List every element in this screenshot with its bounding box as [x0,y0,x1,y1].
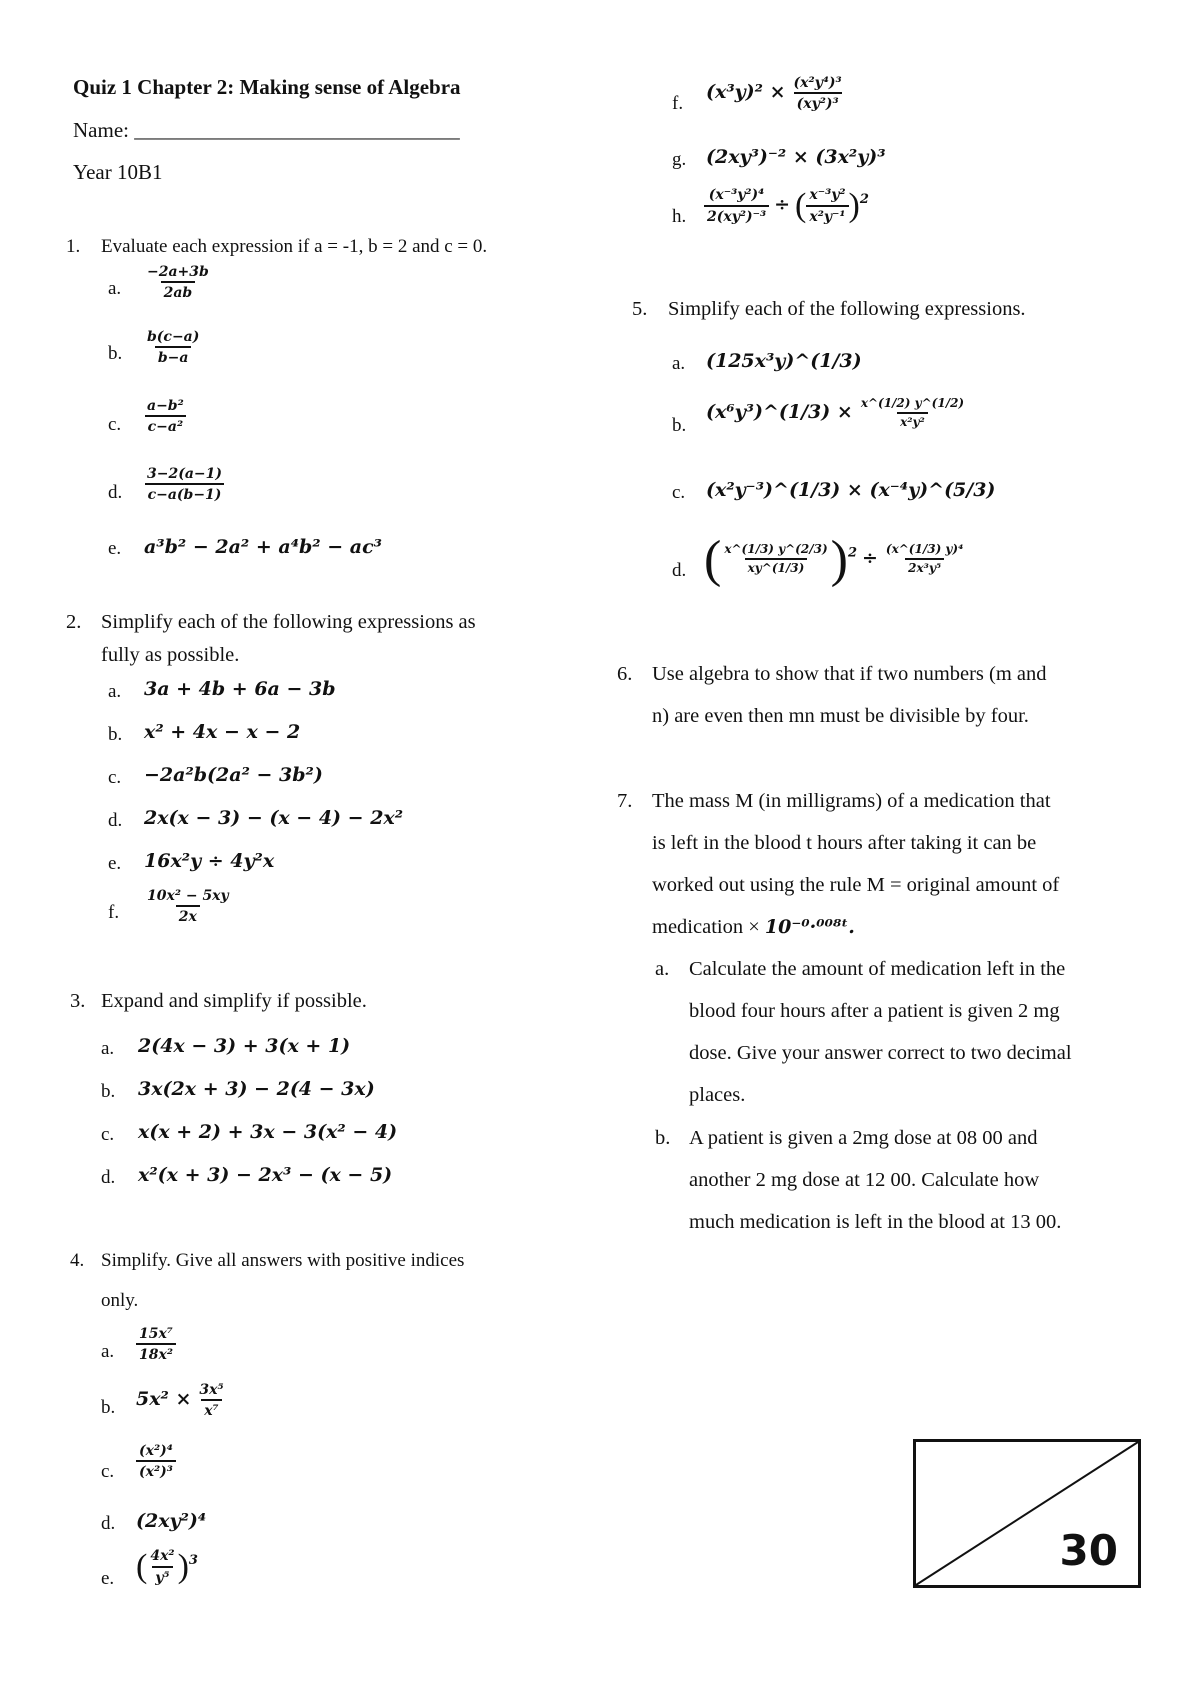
item-label: a. [101,1341,115,1362]
item-label: a. [108,681,122,702]
q1e-expression: a³b² − 2a² + a⁴b² − ac³ [144,536,382,558]
q4h-expression: $\frac{\text{(x⁻³y²)⁴}}{\text{2(xy²)⁻³}}$ ÷ ( $\frac{\text{x⁻³y²}}{\text{x²y⁻¹}}$ )$^2$ [704,187,869,225]
item-label: c. [672,482,686,503]
question-4-number: 4. [70,1250,85,1271]
question-1-number: 1. [66,236,81,257]
q3c-expression: x(x + 2) + 3x − 3(x² − 4) [138,1121,398,1143]
q4a-expression: $\frac{\text{15x⁷}}{\text{18x²}}$ [136,1326,176,1363]
question-5-text: Simplify each of the following expressions. [668,298,1026,320]
quiz-title: Quiz 1 Chapter 2: Making sense of Algebra [73,75,461,99]
question-4-text-cont: only. [101,1290,139,1311]
q7a-text: Calculate the amount of medication left in the blood four hours after a patient is given 2 mg dose. Give your answer correct to two decimal places. [689,958,1072,1106]
score-total: 30 [1059,1526,1118,1575]
q4f-expression: (x³y)² × $\frac{\text{(x²y⁴)³}}{\text{(xy²)³}}$ [706,75,842,113]
q2e-expression: 16x²y ÷ 4y²x [144,850,275,872]
q4g-expression: (2xy³)⁻² × (3x²y)³ [706,146,886,168]
item-label: h. [672,206,687,227]
q2d-expression: 2x(x − 3) − (x − 4) − 2x² [144,807,404,829]
q7a-label: a. [655,958,670,980]
item-label: b. [101,1397,116,1418]
item-label: a. [108,278,122,299]
question-2-text-cont: fully as possible. [101,644,240,666]
item-label: f. [108,902,120,923]
item-label: a. [672,353,686,374]
q1b-expression: $\frac{b(c-a)}{b-a}$ [147,329,200,367]
q4e-expression: ( $\frac{\text{4x²}}{\text{y⁵}}$ )$^3$ [136,1548,198,1586]
q7-formula: 10⁻⁰·⁰⁰⁸ᵗ. [764,916,855,938]
q2c-expression: −2a²b(2a² − 3b²) [144,764,323,786]
item-label: d. [108,482,123,503]
class-label: Year 10B1 [73,160,163,184]
q2a-expression: 3a + 4b + 6a − 3b [144,678,336,700]
item-label: d. [101,1167,116,1188]
q4d-expression: (2xy²)⁴ [136,1510,207,1532]
item-label: e. [108,538,122,559]
q3b-expression: 3x(2x + 3) − 2(4 − 3x) [138,1078,375,1100]
q5c-expression: (x²y⁻³)^(1/3) × (x⁻⁴y)^(5/3) [706,479,996,501]
q1a-expression: $\frac{-2a+3b}{2ab}$ [147,264,209,302]
item-label: b. [672,415,687,436]
item-label: d. [672,560,687,581]
q5b-expression: (x⁶y³)^(1/3) × $\frac{x\^{}(1/2) y\^{}(1/2)}{\text{x²y²}}$ [706,396,965,429]
q4b-expression: 5x² × $\frac{\text{3x⁵}}{\text{x⁷}}$ [136,1382,224,1420]
question-3-text: Expand and simplify if possible. [101,990,367,1012]
q1c-expression: $\frac{\text{a−b²}}{\text{c−a²}}$ [144,398,187,435]
q3d-expression: x²(x + 3) − 2x³ − (x − 5) [138,1164,393,1186]
item-label: a. [101,1038,115,1059]
question-4-text: Simplify. Give all answers with positive indices [101,1250,465,1271]
q5a-expression: (125x³y)^(1/3) [706,350,862,372]
item-label: b. [101,1081,116,1102]
question-2-number: 2. [66,611,82,633]
q3a-expression: 2(4x − 3) + 3(x + 1) [138,1035,351,1057]
q1d-expression: $\frac{3-2(a-1)}{c-a(b-1)}$ [144,466,225,503]
item-label: f. [672,93,684,114]
name-field[interactable]: Name: _______________________________ [73,118,460,142]
question-6-text: Use algebra to show that if two numbers (m and n) are even then mn must be divisible by four. [652,663,1047,727]
item-label: d. [101,1513,116,1534]
question-7-number: 7. [617,790,633,812]
q5d-expression: ( $\frac{x\^{}(1/3) y\^{}(2/3)}{xy\^{}(1/3)}$ )$^2$ ÷ $\frac{\text{(x\textasciicircum{}(1/3) y)⁴}}{\text{2x³y⁵}}$ [704,531,964,588]
item-label: c. [108,767,122,788]
item-label: e. [101,1568,115,1589]
q2f-expression: $\frac{\text{10x² − 5xy}}{2x}$ [147,888,229,926]
item-label: c. [101,1124,115,1145]
question-7-text: The mass M (in milligrams) of a medication that is left in the blood t hours after taking it can be worked out using the rule M = original amount of medication × 10⁻⁰·⁰⁰⁸ᵗ. [652,790,1060,938]
q4c-expression: $\frac{\text{(x²)⁴}}{\text{(x²)³}}$ [136,1443,176,1480]
item-label: c. [101,1461,115,1482]
q7b-label: b. [655,1127,671,1149]
item-label: c. [108,414,122,435]
question-1-text: Evaluate each expression if a = -1, b = 2 and c = 0. [101,236,488,257]
question-5-number: 5. [632,298,648,320]
item-label: e. [108,853,122,874]
item-label: g. [672,149,687,170]
question-3-number: 3. [70,990,86,1012]
item-label: d. [108,810,123,831]
question-2-text: Simplify each of the following expressions as [101,611,476,633]
question-6-number: 6. [617,663,633,685]
score-box [913,1439,1141,1588]
item-label: b. [108,343,123,364]
q2b-expression: x² + 4x − x − 2 [144,721,301,743]
q7b-text: A patient is given a 2mg dose at 08 00 and another 2 mg dose at 12 00. Calculate how much medication is left in the blood at 13 00. [689,1127,1062,1233]
item-label: b. [108,724,123,745]
